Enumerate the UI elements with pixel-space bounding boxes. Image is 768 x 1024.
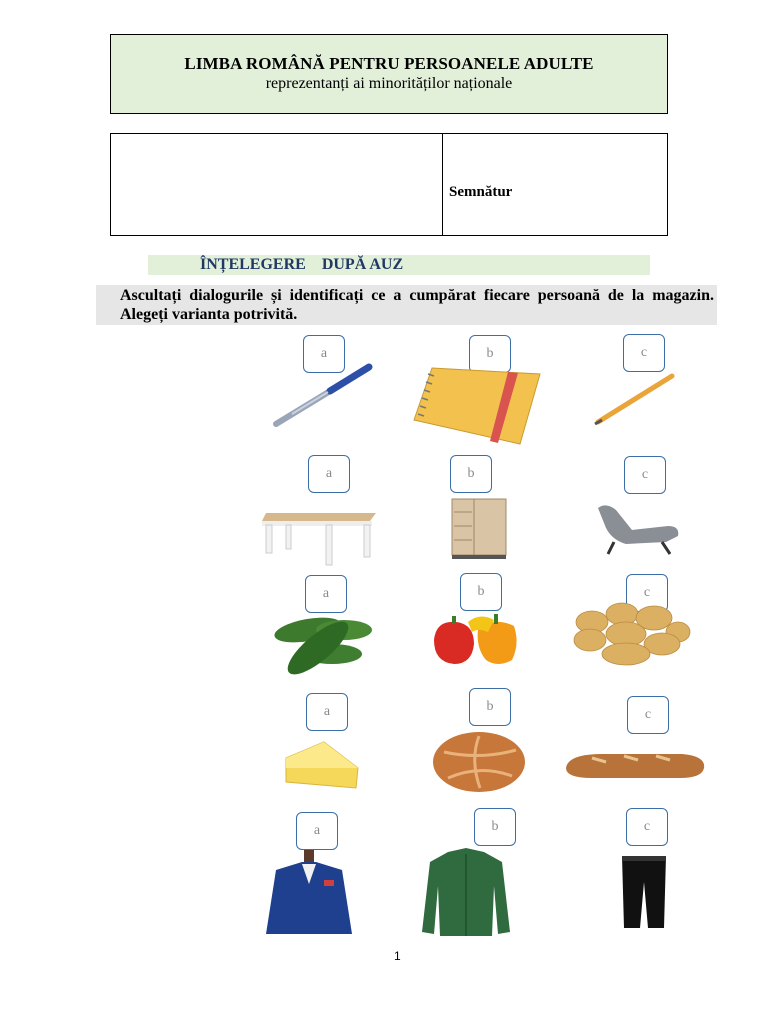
instructions-box [96, 285, 717, 325]
section-title: ÎNȚELEGERE DUPĂ AUZ [200, 256, 404, 273]
option-b-box[interactable]: b [469, 688, 511, 726]
option-c-box[interactable]: c [623, 334, 665, 372]
trousers-image[interactable] [618, 852, 670, 932]
peppers-image[interactable] [428, 610, 524, 670]
document-subtitle: reprezentanți ai minorităților naționale [265, 75, 513, 92]
bread-roll-image[interactable] [430, 730, 528, 794]
page-number: 1 [394, 949, 401, 963]
notebook-image[interactable] [412, 364, 544, 446]
option-b-box[interactable]: b [450, 455, 492, 493]
document-header [110, 34, 668, 114]
baguette-image[interactable] [562, 748, 708, 784]
option-a-box[interactable]: a [306, 693, 348, 731]
option-b-box[interactable]: b [469, 335, 511, 373]
pencil-image[interactable] [592, 370, 677, 428]
option-c-box[interactable]: c [626, 808, 668, 846]
section-heading [148, 255, 650, 275]
table-image[interactable] [258, 505, 380, 567]
option-c-box[interactable]: c [627, 696, 669, 734]
option-a-box[interactable]: a [303, 335, 345, 373]
pen-image[interactable] [270, 362, 375, 430]
option-a-box[interactable]: a [296, 812, 338, 850]
option-c-box[interactable]: c [624, 456, 666, 494]
shirt-image[interactable] [418, 846, 514, 938]
option-a-box[interactable]: a [308, 455, 350, 493]
armchair-image[interactable] [592, 500, 684, 558]
signature-label: Semnătur [449, 184, 513, 200]
cabinet-image[interactable] [446, 496, 510, 564]
info-table [110, 133, 668, 236]
option-b-box[interactable]: b [474, 808, 516, 846]
option-b-box[interactable]: b [460, 573, 502, 611]
option-a-box[interactable]: a [305, 575, 347, 613]
cheese-image[interactable] [280, 738, 364, 792]
document-title: LIMBA ROMÂNĂ PENTRU PERSOANELE ADULTE [184, 54, 594, 73]
option-c-box[interactable]: c [626, 574, 668, 612]
instructions-text: Ascultați dialogurile și identificați ce a cumpărat fiecare persoană de la magazin. Alegeți varianta potrivită. [120, 287, 714, 323]
potatoes-image[interactable] [570, 600, 694, 666]
cucumbers-image[interactable] [268, 608, 378, 680]
jacket-image[interactable] [262, 848, 356, 938]
name-cell [111, 134, 443, 235]
